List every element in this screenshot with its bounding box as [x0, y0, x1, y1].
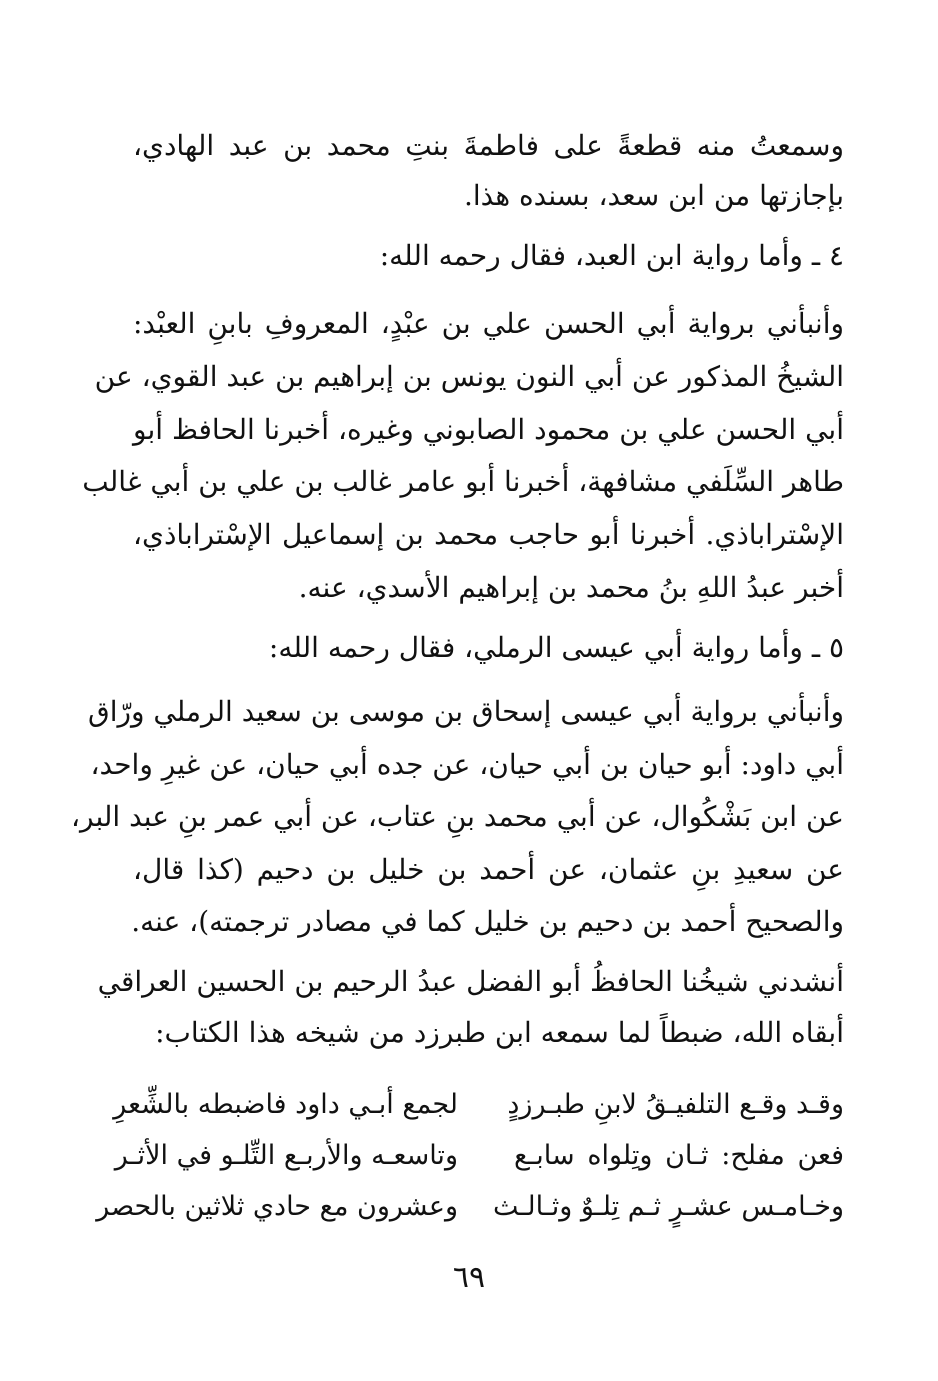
section-heading-4: ٤ ـ وأما رواية ابن العبد، فقال رحمه الله: — [379, 239, 844, 272]
paragraph-2-line: أبي الحسن علي بن محمود الصابوني وغيره، أخبرنا الحافظ أبو — [133, 413, 844, 446]
paragraph-2-line: الشيخُ المذكور عن أبي النون يونس بن إبراهيم بن عبد القوي، عن — [94, 360, 844, 393]
verse-first-hemistich: وخـامـس عشـرٍ ثـم تِلـوٌ وثـالـث — [492, 1191, 844, 1222]
paragraph-3-line: أبي داود: أبو حيان بن أبي حيان، عن جده أبي حيان، عن غيرِ واحد، — [90, 748, 844, 781]
verse-first-hemistich: وقـد وقـع التلفيـقُ لابنِ طبـرزدٍ — [507, 1089, 844, 1120]
verse-second-hemistich: وتاسعـه والأربـع التِّلـو في الأثـر — [114, 1140, 458, 1171]
paragraph-3-line: وأنبأني برواية أبي عيسى إسحاق بن موسى بن سعيد الرملي ورّاق — [87, 695, 844, 728]
paragraph-1-line: وسمعتُ منه قطعةً على فاطمةَ بنتِ محمد بن عبد الهادي، — [133, 129, 844, 162]
page-number: ٦٩ — [452, 1260, 486, 1295]
paragraph-2-line: الإسْتراباذي. أخبرنا أبو حاجب محمد بن إسماعيل الإسْتراباذي، — [133, 518, 844, 551]
paragraph-4-line: أنشدني شيخُنا الحافظُ أبو الفضل عبدُ الرحيم بن الحسين العراقي — [97, 965, 844, 998]
section-heading-5: ٥ ـ وأما رواية أبي عيسى الرملي، فقال رحمه الله: — [268, 631, 844, 664]
paragraph-3-line: عن ابن بَشْكُوال، عن أبي محمد بنِ عتاب، عن أبي عمر بنِ عبد البر، — [70, 800, 844, 833]
paragraph-2-line: أخبر عبدُ اللهِ بنُ محمد بن إبراهيم الأسدي، عنه. — [298, 571, 844, 604]
verse-second-hemistich: وعشرون مع حادي ثلاثين بالحصر — [96, 1191, 458, 1222]
verse-second-hemistich: لجمع أبـي داود فاضبطه بالشِّعرِ — [113, 1089, 458, 1120]
paragraph-3-line: والصحيح أحمد بن دحيم بن خليل كما في مصادر ترجمته)، عنه. — [131, 905, 844, 938]
paragraph-1-line: بإجازتها من ابن سعد، بسنده هذا. — [463, 179, 844, 212]
paragraph-3-line: عن سعيدِ بنِ عثمان، عن أحمد بن خليل بن دحيم (كذا قال، — [133, 853, 844, 886]
paragraph-4-line: أبقاه الله، ضبطاً لما سمعه ابن طبرزد من شيخه هذا الكتاب: — [155, 1016, 844, 1049]
paragraph-2-line: وأنبأني برواية أبي الحسن علي بن عبْدٍ، المعروفِ بابنِ العبْد: — [133, 307, 844, 340]
paragraph-2-line: طاهر السِّلَفي مشافهة، أخبرنا أبو عامر غالب بن علي بن أبي غالب — [82, 465, 844, 498]
verse-first-hemistich: فعن مفلح: ثـان وتِلواه سابـع — [514, 1140, 844, 1171]
